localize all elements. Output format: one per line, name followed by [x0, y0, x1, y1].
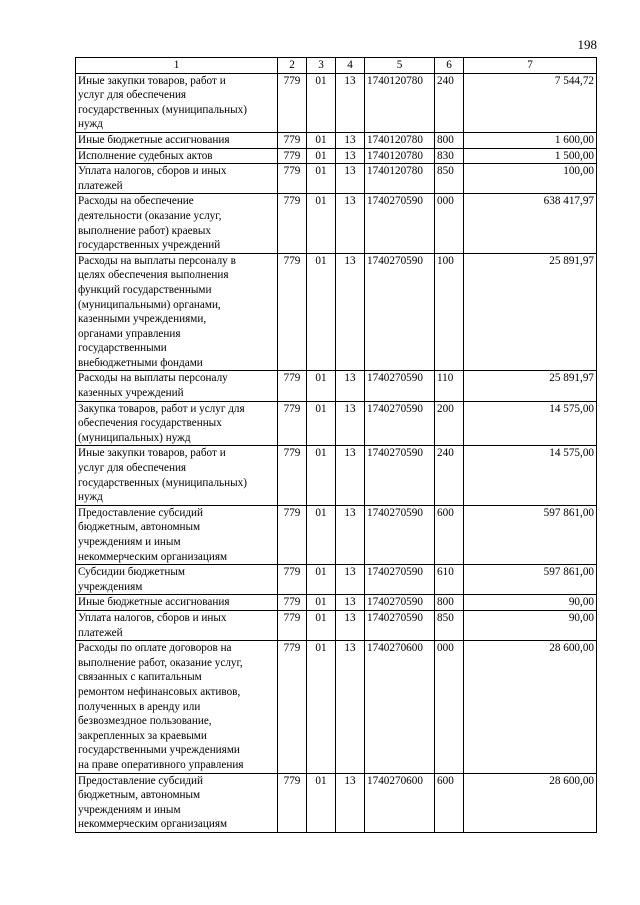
subsection-code-cell: 13: [336, 610, 365, 640]
subsection-code-cell: 13: [336, 194, 365, 253]
section-code-cell: 01: [307, 773, 336, 832]
amount-cell: 28 600,00: [464, 773, 597, 832]
expense-name-line: казенными учреждениями,: [78, 313, 207, 326]
ministry-code-cell: 779: [278, 148, 307, 164]
subsection-code-cell: 13: [336, 73, 365, 132]
expense-name-line: государственными учреждениями: [78, 744, 240, 757]
expense-name-line: на праве оперативного управления: [78, 758, 244, 771]
table-row: [76, 610, 597, 640]
section-code-cell: 01: [307, 505, 336, 564]
ministry-code-cell: 779: [278, 371, 307, 401]
expense-name-line: государственных (муниципальных): [78, 476, 247, 489]
expense-name-line: государственных (муниципальных): [78, 103, 247, 116]
expense-name-line: некоммерческим организациям: [78, 818, 228, 831]
amount-cell: 597 861,00: [464, 565, 597, 595]
expense-type-code-cell: 000: [435, 194, 464, 253]
table-row: [76, 505, 597, 564]
section-code-cell: 01: [307, 164, 336, 194]
table-row: [76, 401, 597, 446]
amount-cell: 1 500,00: [464, 148, 597, 164]
expense-name-line: ремонтом нефинансовых активов,: [78, 685, 241, 698]
expense-name-line: государственными: [78, 342, 167, 355]
expense-name-cell: [76, 595, 278, 611]
expense-name-line: Предоставление субсидий: [78, 506, 204, 519]
expense-type-code-cell: 850: [435, 164, 464, 194]
section-code-cell: 01: [307, 401, 336, 446]
subsection-code-cell: 13: [336, 773, 365, 832]
ministry-code-cell: 779: [278, 773, 307, 832]
subsection-code-cell: 13: [336, 371, 365, 401]
expense-name-line: некоммерческим организациям: [78, 550, 228, 563]
expense-name-cell: [76, 132, 278, 148]
column-header: 5: [365, 58, 435, 74]
expense-type-code-cell: 100: [435, 253, 464, 371]
expense-name-line: (муниципальных) нужд: [78, 431, 191, 444]
section-code-cell: 01: [307, 371, 336, 401]
amount-cell: 28 600,00: [464, 641, 597, 773]
expense-name-line: учреждениям: [78, 580, 143, 593]
expense-type-code-cell: 240: [435, 446, 464, 505]
expense-name-line: Уплата налогов, сборов и иных: [78, 165, 227, 178]
table-row: [76, 164, 597, 194]
ministry-code-cell: 779: [278, 164, 307, 194]
expense-name-line: Иные закупки товаров, работ и: [78, 447, 226, 460]
target-article-code-cell: 1740270600: [365, 641, 435, 773]
target-article-code-cell: 1740270590: [365, 505, 435, 564]
target-article-code-cell: 1740270600: [365, 773, 435, 832]
subsection-code-cell: 13: [336, 641, 365, 773]
expense-name-line: органами управления: [78, 327, 181, 340]
expense-name-line: безвозмездное пользование,: [78, 715, 212, 728]
expense-name-line: выполнение работ, оказание услуг,: [78, 656, 243, 669]
ministry-code-cell: 779: [278, 446, 307, 505]
expense-name-cell: [76, 610, 278, 640]
target-article-code-cell: 1740120780: [365, 73, 435, 132]
subsection-code-cell: 13: [336, 565, 365, 595]
column-header: 4: [336, 58, 365, 74]
section-code-cell: 01: [307, 641, 336, 773]
column-header: 3: [307, 58, 336, 74]
expense-name-line: казенных учреждений: [78, 387, 184, 400]
expense-name-cell: [76, 401, 278, 446]
expense-type-code-cell: 000: [435, 641, 464, 773]
section-code-cell: 01: [307, 73, 336, 132]
amount-cell: 25 891,97: [464, 253, 597, 371]
target-article-code-cell: 1740120780: [365, 148, 435, 164]
target-article-code-cell: 1740120780: [365, 132, 435, 148]
page-number: 198: [577, 37, 597, 52]
subsection-code-cell: 13: [336, 253, 365, 371]
expense-name-line: целях обеспечения выполнения: [78, 269, 229, 282]
amount-cell: 7 544,72: [464, 73, 597, 132]
table-row: [76, 371, 597, 401]
expense-name-line: обеспечения государственных: [78, 417, 222, 430]
expense-type-code-cell: 610: [435, 565, 464, 595]
expense-name-line: услуг для обеспечения: [78, 89, 187, 102]
expense-name-cell: [76, 371, 278, 401]
ministry-code-cell: 779: [278, 253, 307, 371]
expense-name-line: платежей: [78, 626, 123, 639]
table-row: [76, 595, 597, 611]
section-code-cell: 01: [307, 132, 336, 148]
subsection-code-cell: 13: [336, 164, 365, 194]
table-row: [76, 446, 597, 505]
expense-name-line: нужд: [78, 118, 103, 131]
table-row: [76, 253, 597, 371]
table-row: [76, 565, 597, 595]
amount-cell: 100,00: [464, 164, 597, 194]
target-article-code-cell: 1740270590: [365, 194, 435, 253]
expense-name-line: Иные бюджетные ассигнования: [78, 596, 230, 609]
expense-name-line: услуг для обеспечения: [78, 462, 187, 475]
expense-name-line: Расходы по оплате договоров на: [78, 642, 232, 655]
ministry-code-cell: 779: [278, 641, 307, 773]
budget-table: [75, 57, 597, 833]
expense-type-code-cell: 600: [435, 505, 464, 564]
expense-name-line: Расходы на обеспечение: [78, 195, 194, 208]
section-code-cell: 01: [307, 610, 336, 640]
expense-name-line: закрепленных за краевыми: [78, 729, 207, 742]
expense-type-code-cell: 830: [435, 148, 464, 164]
section-code-cell: 01: [307, 446, 336, 505]
table-row: [76, 132, 597, 148]
expense-name-cell: [76, 148, 278, 164]
expense-name-line: внебюджетными фондами: [78, 356, 203, 369]
expense-type-code-cell: 600: [435, 773, 464, 832]
expense-type-code-cell: 240: [435, 73, 464, 132]
column-header: 6: [435, 58, 464, 74]
subsection-code-cell: 13: [336, 446, 365, 505]
section-code-cell: 01: [307, 595, 336, 611]
expense-name-line: связанных с капитальным: [78, 671, 202, 684]
subsection-code-cell: 13: [336, 505, 365, 564]
expense-name-cell: [76, 641, 278, 773]
expense-name-cell: [76, 565, 278, 595]
expense-name-line: учреждениям и иным: [78, 803, 181, 816]
subsection-code-cell: 13: [336, 595, 365, 611]
expense-name-line: нужд: [78, 491, 103, 504]
amount-cell: 14 575,00: [464, 401, 597, 446]
ministry-code-cell: 779: [278, 565, 307, 595]
expense-name-line: Расходы на выплаты персоналу: [78, 372, 228, 385]
expense-type-code-cell: 850: [435, 610, 464, 640]
ministry-code-cell: 779: [278, 595, 307, 611]
amount-cell: 1 600,00: [464, 132, 597, 148]
section-code-cell: 01: [307, 253, 336, 371]
target-article-code-cell: 1740270590: [365, 401, 435, 446]
column-header: 2: [278, 58, 307, 74]
expense-name-cell: [76, 505, 278, 564]
ministry-code-cell: 779: [278, 610, 307, 640]
subsection-code-cell: 13: [336, 401, 365, 446]
target-article-code-cell: 1740270590: [365, 565, 435, 595]
expense-name-cell: [76, 446, 278, 505]
table-row: [76, 73, 597, 132]
expense-name-cell: [76, 73, 278, 132]
table-body: [76, 73, 597, 832]
target-article-code-cell: 1740270590: [365, 253, 435, 371]
amount-cell: 14 575,00: [464, 446, 597, 505]
section-code-cell: 01: [307, 148, 336, 164]
section-code-cell: 01: [307, 194, 336, 253]
ministry-code-cell: 779: [278, 401, 307, 446]
table-row: [76, 773, 597, 832]
expense-name-cell: [76, 253, 278, 371]
amount-cell: 90,00: [464, 595, 597, 611]
subsection-code-cell: 13: [336, 132, 365, 148]
ministry-code-cell: 779: [278, 505, 307, 564]
expense-name-cell: [76, 773, 278, 832]
table-row: [76, 641, 597, 773]
expense-name-line: Исполнение судебных актов: [78, 149, 213, 162]
amount-cell: 90,00: [464, 610, 597, 640]
target-article-code-cell: 1740270590: [365, 595, 435, 611]
expense-name-line: учреждениям и иным: [78, 536, 181, 548]
expense-name-line: Иные бюджетные ассигнования: [78, 133, 230, 146]
ministry-code-cell: 779: [278, 73, 307, 132]
expense-name-line: бюджетным, автономным: [78, 521, 201, 534]
expense-name-line: Закупка товаров, работ и услуг для: [78, 402, 245, 415]
expense-name-line: полученных в аренду или: [78, 700, 201, 713]
expense-name-cell: [76, 164, 278, 194]
expense-name-cell: [76, 194, 278, 253]
target-article-code-cell: 1740270590: [365, 610, 435, 640]
expense-name-line: Иные закупки товаров, работ и: [78, 74, 226, 87]
ministry-code-cell: 779: [278, 194, 307, 253]
ministry-code-cell: 779: [278, 132, 307, 148]
table-row: [76, 148, 597, 164]
column-header: 1: [76, 58, 278, 74]
expense-type-code-cell: 800: [435, 132, 464, 148]
expense-name-line: Субсидии бюджетным: [78, 566, 185, 579]
expense-name-line: государственных учреждений: [78, 239, 221, 252]
expense-name-line: деятельности (оказание услуг,: [78, 209, 222, 222]
amount-cell: 638 417,97: [464, 194, 597, 253]
target-article-code-cell: 1740120780: [365, 164, 435, 194]
target-article-code-cell: 1740270590: [365, 446, 435, 505]
column-header: 7: [464, 58, 597, 74]
expense-name-line: платежей: [78, 179, 123, 192]
expense-name-line: функций государственными: [78, 283, 212, 296]
expense-name-line: выполнение работ) краевых: [78, 224, 211, 237]
table-row: [76, 194, 597, 253]
section-code-cell: 01: [307, 565, 336, 595]
expense-name-line: Предоставление субсидий: [78, 774, 204, 787]
amount-cell: 25 891,97: [464, 371, 597, 401]
column-number-row: [76, 58, 597, 74]
expense-type-code-cell: 110: [435, 371, 464, 401]
amount-cell: 597 861,00: [464, 505, 597, 564]
subsection-code-cell: 13: [336, 148, 365, 164]
expense-type-code-cell: 200: [435, 401, 464, 446]
expense-name-line: (муниципальными) органами,: [78, 298, 221, 311]
expense-name-line: Расходы на выплаты персоналу в: [78, 254, 236, 267]
expense-name-line: Уплата налогов, сборов и иных: [78, 611, 227, 624]
expense-type-code-cell: 800: [435, 595, 464, 611]
target-article-code-cell: 1740270590: [365, 371, 435, 401]
expense-name-line: бюджетным, автономным: [78, 789, 201, 802]
